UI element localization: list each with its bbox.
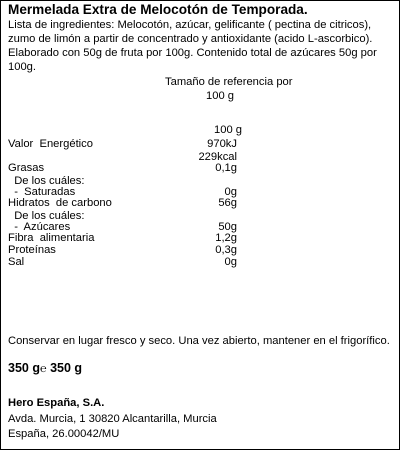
nutrition-row-value: 970kJ	[207, 138, 237, 150]
nutrition-row-label: - Azúcares	[8, 221, 71, 233]
ingredients-text: Lista de ingredientes: Melocotón, azúcar, gelificante ( pectina de citricos), zumo de limón a partir de concentrado y antioxidante (acido L-ascorbico). Elaborado con 50g de fruta por 100g. Contenido total de azúcares 50g por 100g.	[8, 19, 377, 73]
nutrition-row-value: 0,1g	[215, 162, 237, 174]
company-registry: España, 26.00042/MU	[8, 428, 120, 440]
nutrition-row-value: 229kcal	[198, 151, 237, 163]
estimated-sign-icon: ℮	[39, 363, 47, 375]
product-title: Mermelada Extra de Melocotón de Temporada.	[8, 2, 308, 17]
nutrition-row-label: Fibra alimentaria	[8, 232, 95, 244]
nutrition-row-label: Sal	[8, 256, 25, 268]
nutrition-column-header: 100 g	[214, 124, 242, 136]
nutrition-row-value: 56g	[218, 197, 237, 209]
company-name: Hero España, S.A.	[8, 397, 105, 409]
nutrition-row-value: 50g	[218, 221, 237, 233]
storage-instructions: Conservar en lugar fresco y seco. Una vez abierto, mantener en el frigorífico.	[8, 335, 390, 347]
reference-size-label: Tamaño de referencia por	[165, 76, 293, 88]
net-weight-value: 350 g	[8, 361, 40, 375]
nutrition-row-label: - Saturadas	[8, 186, 76, 198]
nutrition-row-label: De los cuáles:	[8, 175, 85, 187]
nutrition-row-label: Grasas	[8, 162, 45, 174]
nutrition-row-label: Valor Energético	[8, 138, 93, 150]
nutrition-row-label: Proteínas	[8, 244, 56, 256]
reference-size-value: 100 g	[206, 90, 234, 102]
nutrition-row-label: Hidratos de carbono	[8, 197, 112, 209]
nutrition-row-label: De los cuáles:	[8, 210, 85, 222]
company-address: Avda. Murcia, 1 30820 Alcantarilla, Murcia	[8, 413, 217, 425]
drained-weight-value: 350 g	[50, 361, 83, 375]
nutrition-row-value: 0g	[224, 186, 237, 198]
nutrition-row-value: 0,3g	[215, 244, 237, 256]
net-weight	[8, 361, 82, 375]
nutrition-row-value: 1,2g	[215, 232, 237, 244]
nutrition-row-value: 0g	[224, 256, 237, 268]
